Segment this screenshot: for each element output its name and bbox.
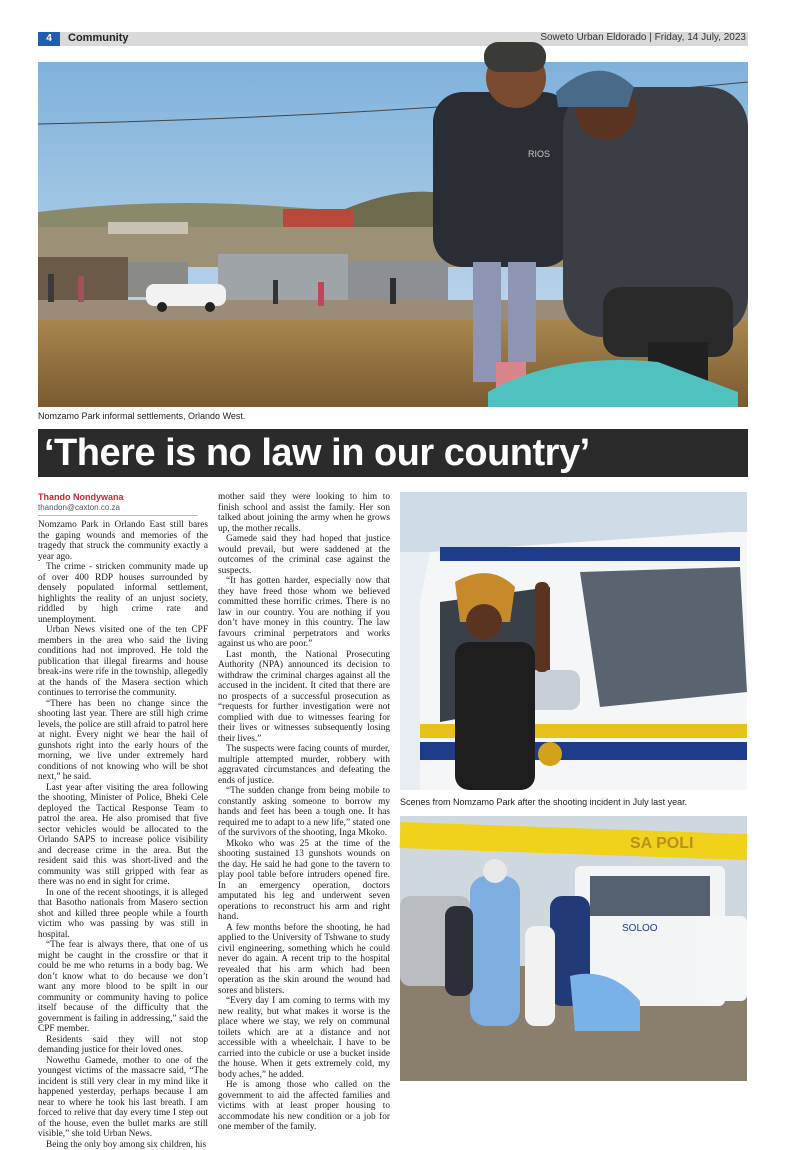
hero-caption: Nomzamo Park informal settlements, Orlando West.	[38, 411, 245, 421]
truck-label: SOLOO	[622, 923, 658, 934]
paragraph: “Every day I am coming to terms with my new reality, but what makes it worse is the place where we stay, we rely on communal toilets which are at a distance and not accessible with a wheelchair. I have to be carried into the cubicle or use a bucket inside the house. When it gets extremely cold, my body aches,” he added.	[218, 996, 390, 1080]
hero-photo-illustration	[38, 62, 748, 407]
paragraph: mother said they were looking to him to finish school and assist the family. Her son talked about joining the army when he grows up, the mother recalls.	[218, 492, 390, 534]
paragraph: The crime - stricken community made up of over 400 RDP houses surrounded by densely populated informal settlement, highlights the reality of an unjust society, riddled by high crime rate and unemployment.	[38, 562, 208, 625]
byline-email[interactable]: thandon@caxton.co.za	[38, 503, 120, 512]
paragraph: Mkoko who was 25 at the time of the shooting sustained 13 gunshots wounds on the day. He said he had gone to the tavern to play pool table before intruders opened fire. In an emergency operation, doctors amputated his leg and underwent seven operations to reconstruct his arm and right hand.	[218, 839, 390, 923]
article-column-1	[38, 520, 208, 1090]
byline-divider	[38, 515, 198, 516]
paragraph: Last month, the National Prosecuting Authority (NPA) announced its decision to withdraw the criminal charges against all the accused in the incident. It cited that there are no prospects of a successful prosecution as “requests for further investigation were not complied with due to witnesses fearing for their lives or witnesses subsequently losing their lives.”	[218, 650, 390, 745]
hero-photo	[38, 62, 748, 407]
crime-scene-photo	[400, 816, 747, 1081]
byline-author: Thando Nondywana	[38, 492, 124, 502]
paragraph: The suspects were facing counts of murder, multiple attempted murder, robbery with aggravated circumstances and defeating the ends of justice.	[218, 744, 390, 786]
police-van-photo	[400, 492, 747, 790]
jacket-logo: RIOS	[528, 149, 550, 159]
paragraph: He is among those who called on the government to aid the affected families and victims with at least proper housing to accommodate his new condition or a job for one member of the family.	[218, 1080, 390, 1133]
masthead: Soweto Urban Eldorado | Friday, 14 July, 2023	[540, 32, 746, 46]
paragraph: Gamede said they had hoped that justice would prevail, but were saddened at the outcomes of the criminal case against the suspects.	[218, 534, 390, 576]
page-number: 4	[38, 32, 60, 46]
paragraph: In one of the recent shootings, it is alleged that Basotho nationals from Masero section shot and killed three people while a fourth victim who was passing by was still in hospital.	[38, 888, 208, 941]
section-label: Community	[68, 32, 129, 46]
paragraph: “There has been no change since the shooting last year. There are still high crime levels, the police are still afraid to patrol here at night. Every night we hear the hail of gunshots right into the early hours of the morning, we live under extremely hard conditions of not knowing who will be shot next,” he said.	[38, 699, 208, 783]
paragraph: A few months before the shooting, he had applied to the University of Tshwane to study civil engineering, something which he could never do again. A recent trip to the hospital revealed that his arm which had been operation as the skin around the wound had sores and blisters.	[218, 923, 390, 997]
police-van-illustration	[400, 492, 747, 790]
article-column-2	[218, 492, 390, 1090]
police-tape-text: SA POLI	[630, 835, 693, 852]
photos-caption: Scenes from Nomzamo Park after the shooting incident in July last year.	[400, 797, 687, 807]
paragraph: Residents said they will not stop demanding justice for their loved ones.	[38, 1035, 208, 1056]
paragraph: Urban News visited one of the ten CPF members in the area who said the living conditions had not improved. He told the publication that illegal firearms and house break-ins were rife in the township, allegedly at the hands of the Masera section which continues to terrorise the community.	[38, 625, 208, 699]
paragraph: Last year after visiting the area following the shooting, Minister of Police, Bheki Cele deployed the Tactical Response Team to patrol the area. He also promised that five sector vehicles would be allocated to the Orlando SAPS to increase police visibility and decrease crime in the area. But the resident said this was short-lived and the community was still gripped with fear as there was no end in sight for crime.	[38, 783, 208, 888]
paragraph: Nowethu Gamede, mother to one of the youngest victims of the massacre said, “The incident is still very clear in my mind like it happened yesterday, perhaps because I am near to where he took his last breath. I am forced to relive that day every time I step out of the house, even the bullet marks are still visible,” she told Urban News.	[38, 1056, 208, 1140]
paragraph: Being the only boy among six children, his	[38, 1140, 208, 1150]
crime-scene-illustration	[400, 816, 747, 1081]
paragraph: “It has gotten harder, especially now that they have freed those whom we believed committed these horrific crimes. There is no law in our country. You are nothing if you don’t have money in this country. The law favours criminal perpetrators and works against us who are poor.”	[218, 576, 390, 650]
paragraph: “The sudden change from being mobile to constantly asking someone to borrow my hands and feet has been a tough one. It has required me to adapt to a new life,” stated one of the survivors of the shooting, Inga Mkoko.	[218, 786, 390, 839]
paragraph: “The fear is always there, that one of us might be caught in the crossfire or that it could be me who returns in a body bag. We don’t know what to do because we don’t want any more blood to be spilt in our community or community having to police itself because of the difficulty that the government is failing in addressing,” said the CPF member.	[38, 940, 208, 1035]
paragraph: Nomzamo Park in Orlando East still bares the gaping wounds and memories of the tragedy that struck the community exactly a year ago.	[38, 520, 208, 562]
headline: ‘There is no law in our country’	[44, 432, 590, 476]
